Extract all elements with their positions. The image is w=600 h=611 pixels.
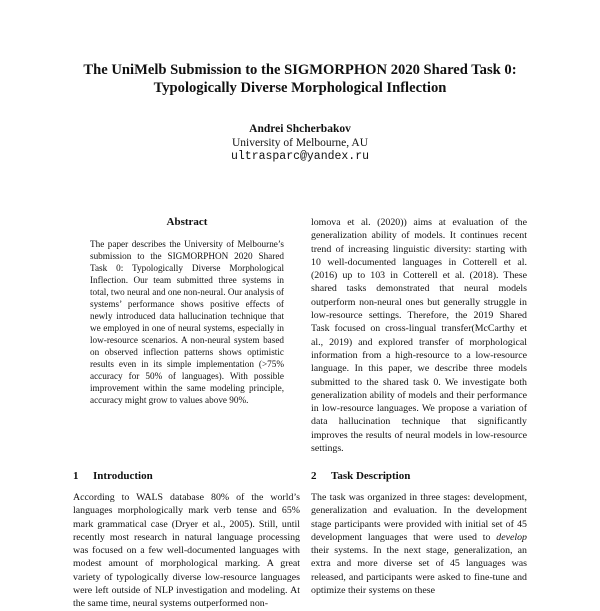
paper-title	[0, 61, 600, 97]
section-number: 2	[311, 470, 317, 482]
author-name: Andrei Shcherbakov	[249, 123, 351, 135]
section-number: 1	[73, 470, 79, 482]
title-line-2: Typologically Diverse Morphological Inflection	[153, 80, 447, 96]
abstract-text: The paper describes the University of Melbourne’s submission to the SIGMORPHON 2020 Shared Task 0: Typologically Diverse Morphological Inflection. Our team submitted three systems in total, two neural and one non-neural. Our analysis of systems’ performance shows positive effects of newly introduced data hallucination technique that we employed in one of neural systems, especially in low-resource scenarios. A non-neural system based on observed inflection patterns shows optimistic results even in its simple implementation (>75% accuracy for 50% of languages). With possible improvement within the same modeling principle, accuracy might grow to values above 90%.	[90, 239, 284, 405]
author-block	[0, 122, 600, 164]
introduction-text: According to WALS database 80% of the world’s languages morphologically mark verb tense and 65% mark grammatical case (Dryer et al., 2005). Still, until recently most research in natural language processing was focused on a few well-documented languages with modest amount of morphological marking. A great variety of typologically diverse low-resource languages were left outside of NLP investigation and modeling. At the same time, neural systems outperformed non-	[73, 492, 300, 610]
author-affiliation: University of Melbourne, AU	[231, 137, 369, 149]
text-segment: The task was organized in three stages: development, generalization and evaluation. In the development stage participants were provided with initial set of 45 development languages that were used to	[311, 492, 527, 543]
abstract-heading: Abstract	[166, 216, 208, 228]
section-1-heading	[73, 470, 153, 482]
task-description-text	[311, 491, 527, 597]
section-title: Introduction	[93, 470, 153, 482]
section-2-heading	[311, 470, 410, 482]
section-title: Task Description	[331, 470, 411, 482]
author-email: ultrasparc@yandex.ru	[230, 150, 370, 163]
introduction-continued-text: lomova et al. (2020)) aims at evaluation of the generalization ability of models. It continues recent trend of increasing linguistic diversity: starting with 10 well-documented languages in Cotterell et al. (2016) up to 103 in Cotterell et al. (2018). These shared tasks demonstrated that neural models outperform non-neural ones but generally struggle in low-resource settings. Therefore, the 2019 Shared Task focused on cross-lingual transfer(McCarthy et al., 2019) and explored transfer of morphological information from a high-resource to a low-resource language. In this paper, we describe three models submitted to the shared task 0. We investigate both generalization ability of models and their performance in low-resource languages. We propose a variation of data hallucination technique that significantly improves the results of neural models in low-resource settings.	[311, 217, 527, 455]
title-line-1: The UniMelb Submission to the SIGMORPHON 2020 Shared Task 0:	[83, 62, 517, 78]
italic-term: develop	[496, 531, 527, 543]
text-segment: their systems. In the next stage, generalization, an extra and more diverse set of 45 languages was released, and participants were asked to fine-tune and optimize their systems on these	[311, 545, 527, 597]
